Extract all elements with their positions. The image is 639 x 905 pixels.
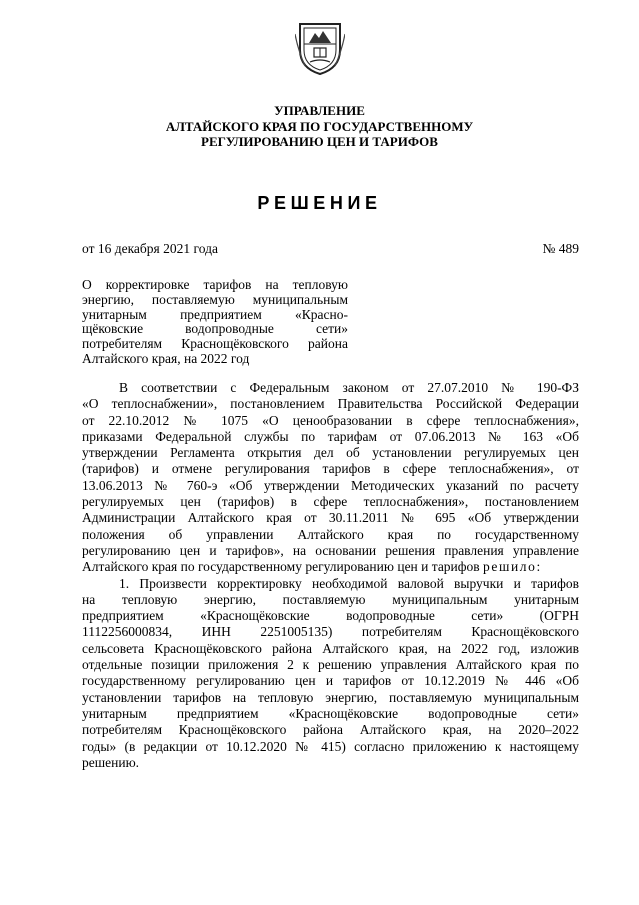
preamble-line: (тарифов) и отмене регулирования тарифов в сфере теплоснабжения», от	[82, 461, 579, 477]
preamble-line: Администрации Алтайского края от 30.11.2011 № 695 «Об утверждении	[82, 510, 579, 526]
subject-line: щёковские водопроводные сети»	[82, 321, 348, 337]
document-number: № 489	[542, 241, 579, 256]
preamble-line: приказами Федеральной службы по тарифам от 07.06.2013 № 163 «Об	[82, 428, 579, 444]
decision-verb: решило:	[483, 559, 542, 575]
preamble-line: положения об управлении Алтайского края по государственному	[82, 526, 579, 542]
item1-line: решению.	[82, 754, 140, 770]
item1-line: отдельные позиции приложения 2 к решению управления Алтайского края по	[82, 657, 579, 673]
document-body	[82, 380, 579, 771]
authority-line: УПРАВЛЕНИЕ	[274, 103, 365, 118]
preamble-line: регулируемых цен (тарифов) в сфере теплоснабжения», постановлением	[82, 494, 579, 510]
item1-line: предприятием «Краснощёковские водопроводные сети» (ОГРН	[82, 608, 579, 624]
item1-line: годы» (в редакции от 10.12.2020 № 415) согласно приложению к настоящему	[82, 738, 579, 754]
preamble-final-text: Алтайского края по государственному регулированию цен и тарифов	[82, 559, 484, 575]
preamble-line: 13.06.2013 № 760-э «Об утверждении Методических указаний по расчету	[82, 477, 579, 493]
item1-line: 1. Произвести корректировку необходимой валовой выручки и тарифов	[119, 575, 579, 591]
preamble-line: В соответствии с Федеральным законом от 27.07.2010 № 190-ФЗ	[119, 380, 579, 395]
authority-line: РЕГУЛИРОВАНИЮ ЦЕН И ТАРИФОВ	[201, 134, 438, 149]
document-subject	[82, 278, 348, 367]
subject-line: унитарным предприятием «Красно-	[82, 306, 348, 322]
subject-line: О корректировке тарифов на тепловую	[82, 277, 348, 292]
subject-line: Алтайского края, на 2022 год	[82, 350, 250, 366]
altai-coat-of-arms-icon	[295, 20, 345, 76]
preamble-line: утверждении Регламента открытия дел об установлении регулируемых цен	[82, 445, 579, 461]
item1-line: унитарным предприятием «Краснощёковские водопроводные сети»	[82, 705, 579, 721]
subject-line: потребителям Краснощёковского района	[82, 336, 348, 352]
preamble-line: «О теплоснабжении», постановлением Правительства Российской Федерации	[82, 396, 579, 412]
preamble-line: регулированию цен и тарифов», на основании решения правления управление	[82, 542, 579, 558]
item1-line: 1112256000834, ИНН 2251005135) потребителям Краснощёковского	[82, 624, 579, 640]
item1-line: потребителям Краснощёковского района Алтайского края, на 2020–2022	[82, 722, 579, 738]
item1-line: на тепловую энергию, поставляемую муниципальным унитарным	[82, 591, 579, 607]
item1-line: сельсовета Краснощёковского района Алтайского края, на 2022 год, изложив	[82, 640, 579, 656]
document-date: от 16 декабря 2021 года	[82, 241, 218, 256]
item1-line: государственному регулированию цен и тарифов от 10.12.2019 № 446 «Об	[82, 673, 579, 689]
authority-line: АЛТАЙСКОГО КРАЯ ПО ГОСУДАРСТВЕННОМУ	[165, 118, 474, 134]
document-title: РЕШЕНИЕ	[257, 193, 382, 213]
preamble-final-line	[82, 559, 579, 575]
preamble-line: от 22.10.2012 № 1075 «О ценообразовании в сфере теплоснабжения»,	[82, 412, 579, 428]
item1-line: установлении тарифов на тепловую энергию, поставляемую муниципальным	[82, 689, 579, 705]
subject-line: энергию, поставляемую муниципальным	[82, 291, 348, 307]
issuing-authority	[0, 103, 639, 150]
